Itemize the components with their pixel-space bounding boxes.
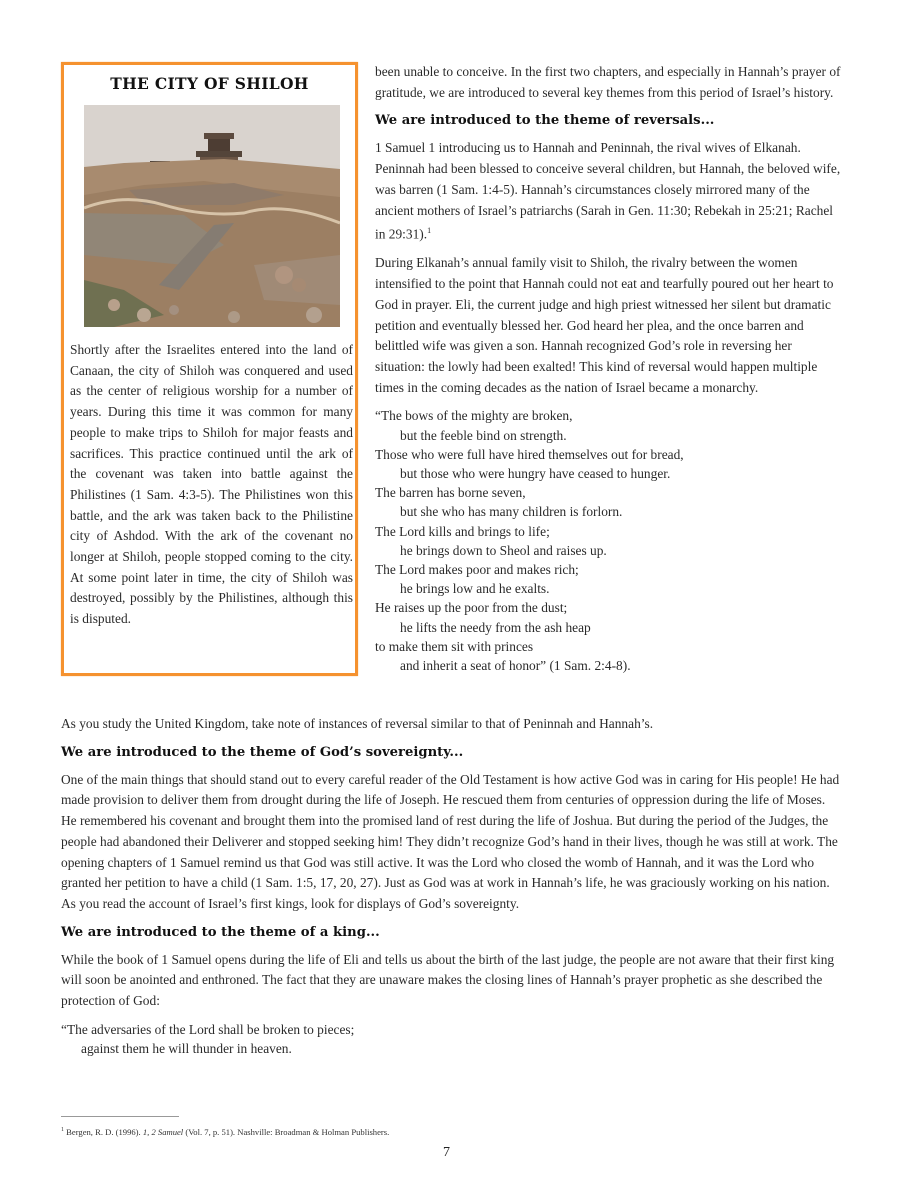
poem-line: he lifts the needy from the ash heap (400, 619, 591, 635)
footnote-before: Bergen, R. D. (1996). (64, 1127, 143, 1137)
poem-line: Those who were full have hired themselves out for bread, (375, 446, 684, 462)
sidebar-text: Shortly after the Israelites entered into the land of Canaan, the city of Shiloh was conquered and used as the center of religious worship for a number of years. During this time it was common for many people to make trips to Shiloh for major feasts and sacrifices. This practice continued until the ark of the covenant was taken into battle against the Philistines (1 Sam. 4:3-5). The Philistines won this battle, and the ark was taken back to the Philistine city of Ashdod. With the ark of the covenant no longer at Shiloh, people stopped coming to the city. At some point later in time, the city of Shiloh was destroyed, possibly by the Philistines, although this is disputed. (70, 342, 353, 627)
reversals-paragraph-2: During Elkanah’s annual family visit to Shiloh, the rivalry between the women intensified to the point that Hannah could not eat and tearfully poured out her heart to God in prayer. Eli, the current judge and high priest witnessed her silent but dramatic petition and eventually blessed her. God heard her plea, and the once barren and belittled wife was given a son. Hannah recognized God’s role in reversing her situation: the lowly had been exalted! This kind of reversal would happen multiple times in the coming decades as the nation of Israel became a monarchy. (375, 255, 834, 395)
poem-line: “The bows of the mighty are broken, (375, 408, 573, 424)
poem-line: and inherit a seat of honor” (1 Sam. 2:4-8). (400, 657, 631, 673)
poem-line: The Lord kills and brings to life; (375, 523, 550, 539)
sovereignty-heading: We are introduced to the theme of God’s sovereignty... (61, 744, 464, 760)
reversals-heading: We are introduced to the theme of reversals... (375, 113, 715, 129)
footnote-marker: 1 (61, 1127, 64, 1134)
footnote-after: (Vol. 7, p. 51). Nashville: Broadman & Holman Publishers. (183, 1127, 390, 1137)
poem-line: He raises up the poor from the dust; (375, 600, 568, 616)
right-column (375, 62, 845, 675)
footnote (61, 1127, 389, 1137)
poem-line: but the feeble bind on strength. (400, 427, 567, 443)
shiloh-photo (84, 105, 340, 327)
poem-line: but she who has many children is forlorn. (400, 504, 623, 520)
full-width-section (61, 714, 841, 1058)
quote-line: “The adversaries of the Lord shall be broken to pieces; (61, 1021, 355, 1037)
sidebar-box-city-of-shiloh (61, 62, 358, 676)
reversals-paragraph-1-text: 1 Samuel 1 introducing us to Hannah and Peninnah, the rival wives of Elkanah. Peninnah had been blessed to conceive several children, but Hannah, the beloved wife, was barren (1 Sam. 1:4-5). Hannah’s circumstances closely mirrored many of the ancient mothers of Israel’s patriarchs (Sarah in Gen. 11:30; Rebekah in 25:21; Rachel in 29:31). (375, 140, 841, 242)
poem-line: The Lord makes poor and makes rich; (375, 561, 579, 577)
poem-line: The barren has borne seven, (375, 485, 526, 501)
page-number: 7 (443, 1145, 450, 1160)
reversal-note: As you study the United Kingdom, take note of instances of reversal similar to that of Peninnah and Hannah’s. (61, 716, 654, 731)
king-heading: We are introduced to the theme of a king... (61, 924, 380, 940)
quote-line: against them he will thunder in heaven. (81, 1040, 292, 1056)
poem-line: but those who were hungry have ceased to hunger. (400, 465, 671, 481)
sovereignty-paragraph: One of the main things that should stand out to every careful reader of the Old Testament is how active God was in caring for His people! He had made provision to deliver them from drought during the life of Joseph. He rescued them from centuries of oppression during the life of Moses. He remembered his covenant and brought them into the promised land of rest during the life of Joshua. But during the period of the Judges, the people had abandoned their Deliverer and stopped seeking him! They didn’t recognize God’s hand in their lives, though he was still at work. The opening chapters of 1 Samuel remind us that God was still active. It was the Lord who closed the womb of Hannah, and it was the Lord who granted her petition to have a child (1 Sam. 1:5, 17, 20, 27). Just as God was at work in Hannah’s life, he was graciously working on his nation. As you read the account of Israel’s first kings, look for displays of God’s sovereignty. (61, 771, 840, 911)
footnote-divider (61, 1116, 179, 1117)
hannah-prayer-quote (375, 406, 845, 675)
king-quote (61, 1020, 841, 1058)
king-paragraph: While the book of 1 Samuel opens during the life of Eli and tells us about the birth of the last judge, the people are not aware that their first king will soon be anointed and enthroned. The fact that they are unaware makes the closing lines of Hannah’s prayer prophetic as she described the protection of God: (61, 951, 835, 1009)
footnote-ref[interactable]: 1 (427, 226, 432, 236)
reversals-paragraph-1 (375, 138, 845, 245)
intro-paragraph: been unable to conceive. In the first two chapters, and especially in Hannah’s prayer of gratitude, we are introduced to several key themes from this period of Israel’s history. (375, 64, 841, 100)
sidebar-title: THE CITY OF SHILOH (110, 74, 309, 93)
poem-line: he brings down to Sheol and raises up. (400, 542, 607, 558)
poem-line: to make them sit with princes (375, 638, 534, 654)
footnote-book-title: 1, 2 Samuel (142, 1127, 184, 1137)
poem-line: he brings low and he exalts. (400, 581, 550, 597)
